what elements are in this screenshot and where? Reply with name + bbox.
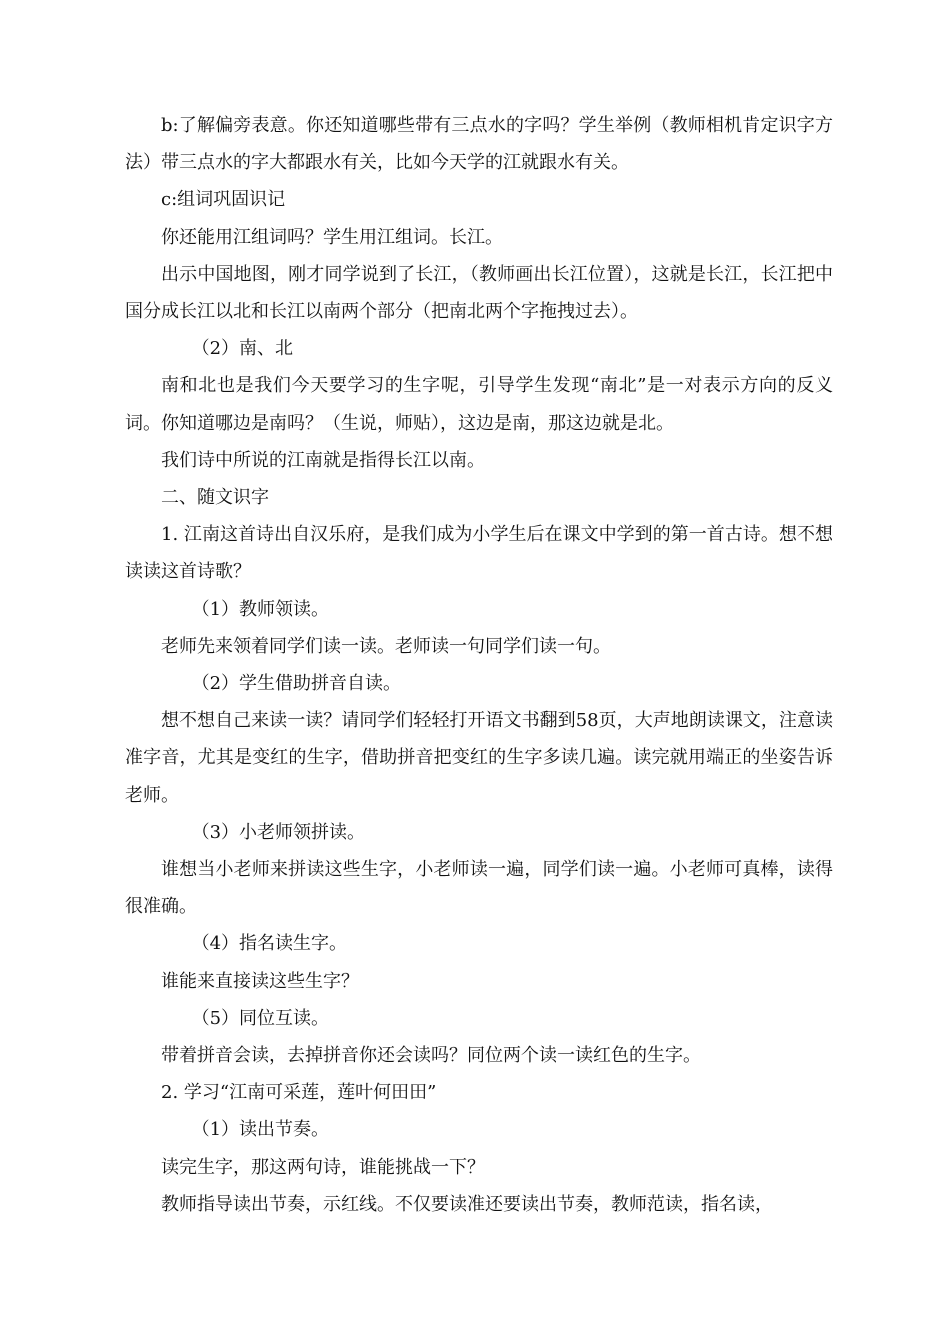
section-heading: （1）教师领读。 [191, 598, 330, 620]
paragraph: 教师指导读出节奏，示红线。不仅要读准还要读出节奏，教师范读，指名读， [161, 1193, 773, 1215]
document-body [125, 107, 833, 1223]
paragraph: 出示中国地图，刚才同学说到了长江，（教师画出长江位置），这就是长江，长江把中国分成长江以北和长江以南两个部分（把南北两个字拖拽过去）。 [125, 263, 833, 323]
paragraph: 读完生字，那这两句诗，谁能挑战一下？ [161, 1156, 485, 1178]
section-heading: （1）读出节奏。 [191, 1119, 330, 1141]
paragraph: 我们诗中所说的江南就是指得长江以南。 [161, 449, 485, 471]
paragraph: 带着拼音会读，去掉拼音你还会读吗？同位两个读一读红色的生字。 [161, 1045, 701, 1067]
section-heading: （4）指名读生字。 [191, 933, 348, 955]
section-heading: （2）南、北 [191, 338, 294, 360]
section-heading: （2）学生借助拼音自读。 [191, 673, 402, 695]
paragraph: 谁想当小老师来拼读这些生字，小老师读一遍，同学们读一遍。小老师可真棒，读得很准确。 [125, 859, 833, 918]
section-heading: 二、随文识字 [161, 487, 269, 509]
paragraph: 1. 江南这首诗出自汉乐府，是我们成为小学生后在课文中学到的第一首古诗。想不想读读这首诗歌？ [125, 524, 833, 583]
section-heading: （3）小老师领拼读。 [191, 821, 366, 843]
paragraph: b:了解偏旁表意。你还知道哪些带有三点水的字吗？学生举例（教师相机肯定识字方法）带三点水的字大都跟水有关，比如今天学的江就跟水有关。 [125, 115, 833, 174]
section-heading: （5）同位互读。 [191, 1007, 330, 1029]
paragraph: 谁能来直接读这些生字？ [161, 970, 359, 992]
paragraph: 想不想自己来读一读？请同学们轻轻打开语文书翻到58页，大声地朗读课文，注意读准字音，尤其是变红的生字，借助拼音把变红的生字多读几遍。读完就用端正的坐姿告诉老师。 [125, 710, 833, 806]
paragraph: 老师先来领着同学们读一读。老师读一句同学们读一句。 [161, 635, 611, 657]
paragraph: 2. 学习“江南可采莲，莲叶何田田” [161, 1082, 437, 1104]
paragraph: c:组词巩固识记 [161, 189, 286, 211]
paragraph: 你还能用江组词吗？学生用江组词。长江。 [161, 226, 503, 248]
paragraph: 南和北也是我们今天要学习的生字呢，引导学生发现“南北”是一对表示方向的反义词。你知道哪边是南吗？（生说，师贴），这边是南，那这边就是北。 [125, 375, 833, 434]
